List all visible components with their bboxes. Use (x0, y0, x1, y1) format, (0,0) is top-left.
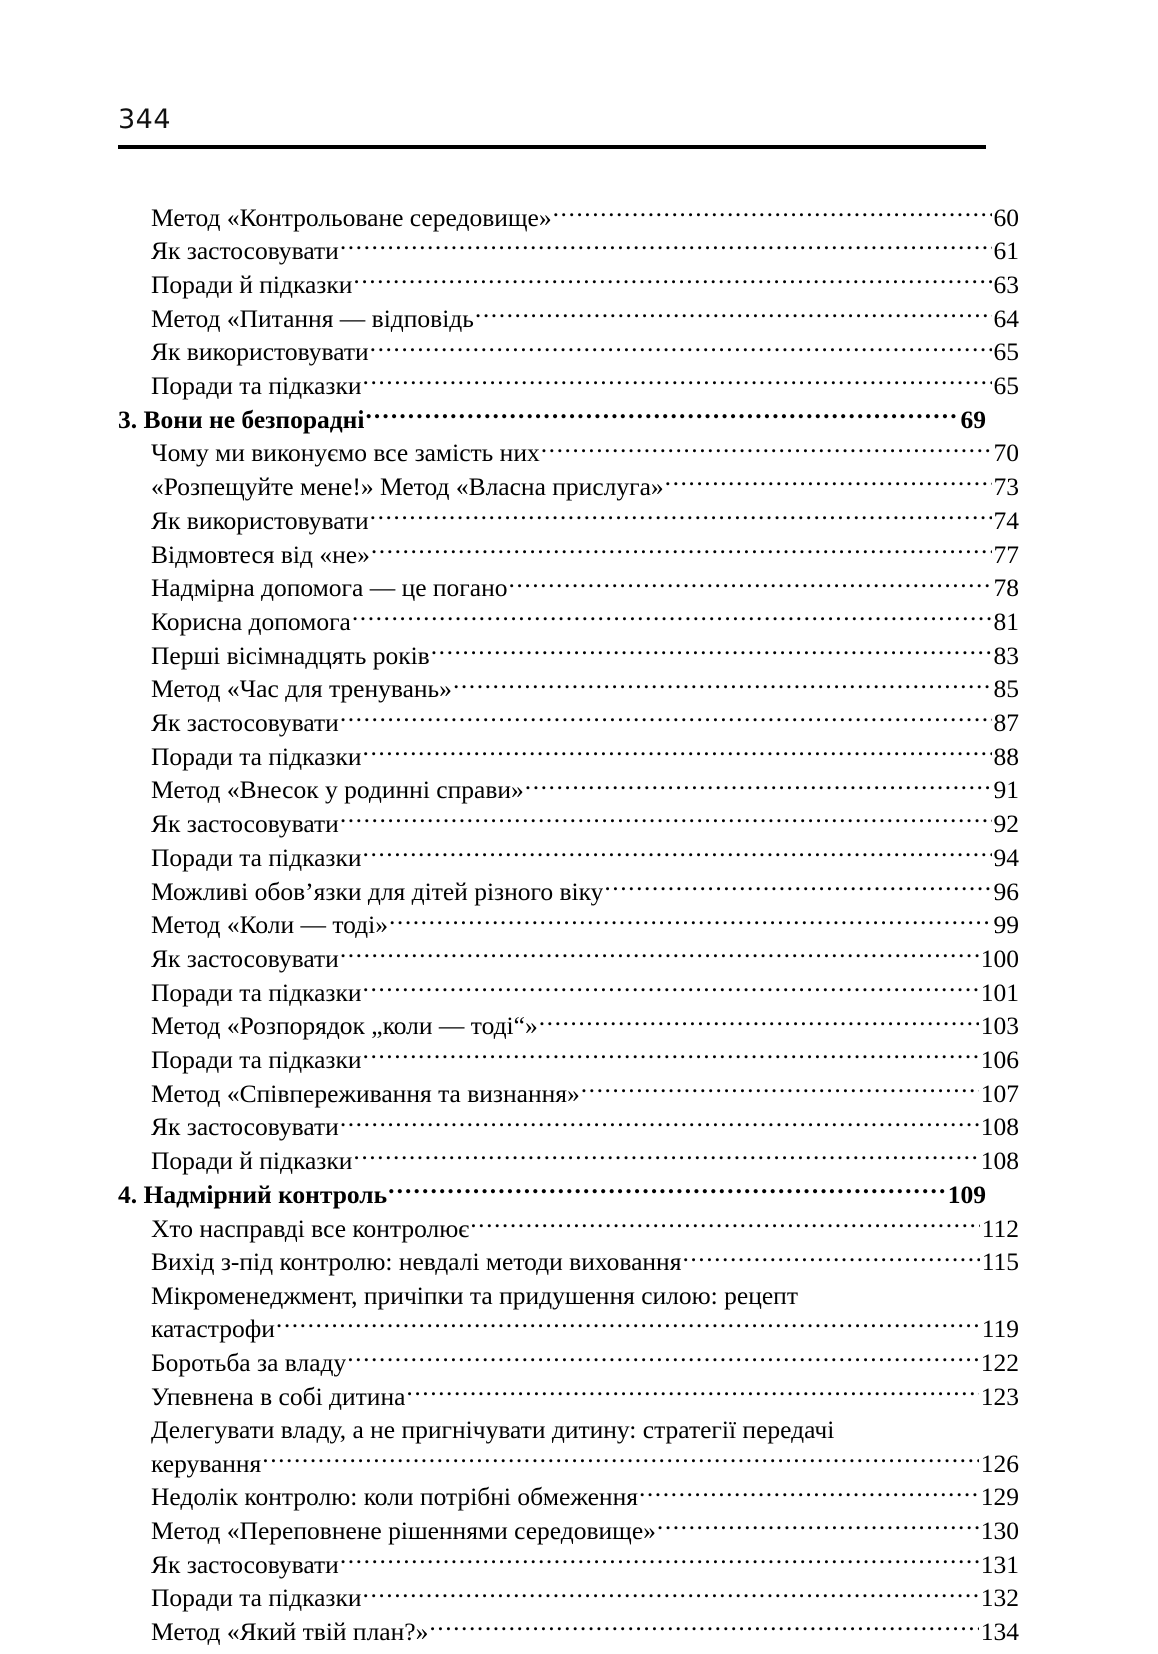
toc-entry-title: Поради та підказки (151, 1583, 362, 1613)
toc-entry[interactable] (118, 638, 1019, 672)
toc-leader-dots (508, 571, 991, 597)
toc-entry-title: Як застосовувати (151, 708, 339, 738)
toc-leader-dots (431, 638, 992, 664)
toc-entry[interactable] (118, 571, 1019, 605)
toc-leader-dots (363, 840, 992, 866)
page-header (118, 104, 986, 149)
header-rule (118, 145, 986, 149)
toc-entry-title: Як застосовувати (151, 236, 339, 266)
toc-entry-title: керування (151, 1448, 262, 1478)
toc-entry-title: Делегувати владу, а не пригнічувати дитину: стратегії передачі (151, 1414, 835, 1444)
toc-entry-title: Чому ми виконуємо все замість них (151, 438, 540, 468)
toc-entry[interactable] (118, 1177, 986, 1211)
toc-leader-dots (665, 470, 992, 496)
toc-entry-title: Надмірна допомога — це погано (151, 573, 508, 603)
toc-entry[interactable] (118, 267, 1019, 301)
toc-entry[interactable] (118, 672, 1019, 706)
toc-entry-page: 60 (993, 202, 1019, 232)
toc-entry[interactable] (118, 706, 1019, 740)
toc-entry-title: «Розпещуйте мене!» Метод «Власна прислуга» (151, 472, 664, 502)
toc-entry[interactable] (118, 1480, 1019, 1514)
toc-entry-page: 63 (993, 269, 1019, 299)
toc-entry-page: 91 (993, 775, 1019, 805)
toc-entry-page: 126 (980, 1448, 1019, 1478)
toc-entry-title: Відмовтеся від «не» (151, 539, 370, 569)
toc-entry-title: Поради та підказки (151, 977, 362, 1007)
toc-entry-title: Метод «Внесок у родинні справи» (151, 775, 524, 805)
toc-entry[interactable] (118, 1345, 1019, 1379)
toc-entry-title: Поради та підказки (151, 371, 362, 401)
toc-leader-dots (340, 1110, 979, 1136)
toc-leader-dots (370, 503, 992, 529)
toc-entry-page: 92 (993, 809, 1019, 839)
toc-leader-dots (371, 537, 992, 563)
toc-leader-dots (525, 773, 992, 799)
toc-entry-title: Як застосовувати (151, 1549, 339, 1579)
toc-entry-title: Хто насправді все контролює (151, 1213, 470, 1243)
toc-entry-page: 130 (980, 1515, 1019, 1545)
toc-entry-page: 81 (993, 606, 1019, 636)
toc-entry-page: 103 (980, 1011, 1019, 1041)
toc-leader-dots (475, 301, 992, 327)
toc-entry-title: катастрофи (151, 1314, 275, 1344)
toc-entry-page: 129 (980, 1482, 1019, 1512)
toc-entry-title: Перші вісімнадцять років (151, 640, 430, 670)
toc-leader-dots (340, 807, 992, 833)
toc-entry-title: 4. Надмірний контроль (118, 1179, 388, 1209)
toc-entry[interactable] (118, 807, 1019, 841)
toc-leader-dots (406, 1379, 978, 1405)
toc-entry[interactable] (118, 1211, 1019, 1245)
toc-entry-title: Поради та підказки (151, 1045, 362, 1075)
toc-entry[interactable] (118, 1245, 1019, 1279)
toc-entry[interactable] (118, 335, 1019, 369)
toc-entry-title: Метод «Коли — тоді» (151, 910, 388, 940)
toc-entry[interactable] (118, 941, 1019, 975)
toc-entry-title: Метод «Розпорядок „коли — тоді“» (151, 1011, 538, 1041)
toc-entry[interactable] (118, 1547, 1019, 1581)
toc-leader-dots (363, 739, 992, 765)
toc-entry[interactable] (118, 604, 1019, 638)
toc-leader-dots (353, 1144, 978, 1170)
toc-entry-page: 78 (993, 573, 1019, 603)
toc-entry-page: 77 (993, 539, 1019, 569)
toc-list (118, 200, 1019, 1648)
toc-entry-title: Метод «Який твій план?» (151, 1617, 429, 1647)
toc-entry[interactable] (118, 402, 986, 436)
toc-entry-page: 74 (993, 505, 1019, 535)
toc-leader-dots (370, 335, 992, 361)
toc-leader-dots (340, 234, 992, 260)
toc-entry[interactable] (118, 1615, 1019, 1649)
toc-leader-dots (682, 1245, 979, 1271)
toc-leader-dots (365, 402, 958, 428)
toc-entry[interactable] (118, 1379, 1019, 1413)
toc-entry[interactable] (118, 840, 1019, 874)
toc-entry-title: Метод «Час для тренувань» (151, 674, 452, 704)
toc-entry[interactable] (118, 1312, 1019, 1346)
toc-entry-title: Метод «Контрольоване середовище» (151, 202, 552, 232)
toc-entry[interactable] (118, 537, 1019, 571)
toc-entry[interactable] (118, 200, 1019, 234)
toc-entry[interactable] (118, 234, 1019, 268)
toc-entry[interactable] (118, 908, 1019, 942)
toc-leader-dots (353, 267, 991, 293)
toc-entry-page: 83 (993, 640, 1019, 670)
toc-entry-title: Як застосовувати (151, 1112, 339, 1142)
toc-entry-title: Недолік контролю: коли потрібні обмеження (151, 1482, 638, 1512)
toc-entry-page: 119 (981, 1314, 1019, 1344)
toc-leader-dots (363, 1581, 979, 1607)
toc-entry-title: Метод «Переповнене рішеннями середовище» (151, 1515, 656, 1545)
toc-entry-title: Боротьба за владу (151, 1347, 347, 1377)
toc-entry[interactable] (118, 369, 1019, 403)
toc-entry[interactable] (118, 1279, 1019, 1312)
toc-leader-dots (363, 975, 979, 1001)
toc-entry-title: Метод «Питання — відповідь (151, 303, 474, 333)
toc-entry-page: 115 (981, 1247, 1019, 1277)
toc-entry-title: Поради та підказки (151, 842, 362, 872)
toc-leader-dots (352, 604, 992, 630)
toc-entry[interactable] (118, 739, 1019, 773)
toc-entry[interactable] (118, 301, 1019, 335)
toc-entry[interactable] (118, 1144, 1019, 1178)
toc-leader-dots (340, 941, 979, 967)
toc-entry-title: Мікроменеджмент, причіпки та придушення силою: рецепт (151, 1280, 798, 1310)
toc-leader-dots (604, 874, 991, 900)
toc-entry-title: Як застосовувати (151, 943, 339, 973)
toc-entry[interactable] (118, 1076, 1019, 1110)
toc-entry[interactable] (118, 1043, 1019, 1077)
toc-entry[interactable] (118, 975, 1019, 1009)
toc-entry-title: Поради та підказки (151, 741, 362, 771)
toc-leader-dots (347, 1345, 979, 1371)
toc-leader-dots (363, 1043, 979, 1069)
toc-entry-page: 108 (980, 1146, 1019, 1176)
toc-leader-dots (470, 1211, 979, 1237)
toc-entry-title: 3. Вони не безпорадні (118, 404, 365, 434)
toc-entry-page: 112 (981, 1213, 1019, 1243)
toc-leader-dots (553, 200, 992, 226)
toc-entry[interactable] (118, 1446, 1019, 1480)
toc-entry[interactable] (118, 1513, 1019, 1547)
toc-entry-page: 99 (993, 910, 1019, 940)
toc-entry-page: 108 (980, 1112, 1019, 1142)
toc-entry-page: 123 (980, 1381, 1019, 1411)
toc-entry[interactable] (118, 436, 1019, 470)
toc-entry-title: Вихід з-під контролю: невдалі методи виховання (151, 1247, 682, 1277)
toc-leader-dots (262, 1446, 978, 1472)
toc-entry-title: Поради й підказки (151, 1146, 353, 1176)
toc-leader-dots (639, 1480, 979, 1506)
toc-entry[interactable] (118, 470, 1019, 504)
toc-entry-page: 109 (947, 1179, 986, 1209)
toc-leader-dots (276, 1312, 980, 1338)
toc-entry-page: 94 (993, 842, 1019, 872)
toc-entry-title: Можливі обов’язки для дітей різного віку (151, 876, 604, 906)
toc-entry[interactable] (118, 1413, 1019, 1446)
toc-entry-page: 73 (993, 472, 1019, 502)
toc-entry[interactable] (118, 503, 1019, 537)
toc-entry[interactable] (118, 1110, 1019, 1144)
toc-leader-dots (539, 1009, 979, 1035)
toc-leader-dots (453, 672, 992, 698)
toc-entry-page: 96 (993, 876, 1019, 906)
toc-leader-dots (389, 908, 992, 934)
toc-entry-page: 132 (980, 1583, 1019, 1613)
toc-entry-page: 65 (993, 337, 1019, 367)
toc-entry-page: 69 (960, 404, 986, 434)
toc-leader-dots (363, 369, 992, 395)
toc-entry-title: Поради й підказки (151, 269, 353, 299)
toc-entry-page: 85 (993, 674, 1019, 704)
toc-entry[interactable] (118, 1581, 1019, 1615)
folio-number: 344 (118, 104, 172, 135)
toc-entry-title: Як застосовувати (151, 809, 339, 839)
toc-entry-page: 101 (980, 977, 1019, 1007)
toc-entry-page: 65 (993, 371, 1019, 401)
toc-entry[interactable] (118, 773, 1019, 807)
toc-entry-page: 131 (980, 1549, 1019, 1579)
toc-leader-dots (388, 1177, 946, 1203)
toc-leader-dots (657, 1513, 979, 1539)
toc-entry-title: Метод «Співпереживання та визнання» (151, 1078, 580, 1108)
toc-entry-title: Як використовувати (151, 505, 369, 535)
toc-leader-dots (340, 706, 992, 732)
toc-entry[interactable] (118, 874, 1019, 908)
toc-entry-title: Упевнена в собі дитина (151, 1381, 406, 1411)
toc-entry-page: 100 (980, 943, 1019, 973)
toc-leader-dots (581, 1076, 979, 1102)
toc-entry-page: 134 (980, 1617, 1019, 1647)
toc-leader-dots (340, 1547, 979, 1573)
toc-entry-title: Корисна допомога (151, 606, 351, 636)
toc-leader-dots (429, 1615, 978, 1641)
toc-entry-page: 87 (993, 708, 1019, 738)
toc-entry-page: 106 (980, 1045, 1019, 1075)
toc-entry-page: 70 (993, 438, 1019, 468)
toc-entry-page: 88 (993, 741, 1019, 771)
toc-entry-page: 122 (980, 1347, 1019, 1377)
toc-entry-page: 61 (993, 236, 1019, 266)
toc-entry-title: Як використовувати (151, 337, 369, 367)
toc-leader-dots (541, 436, 992, 462)
toc-entry-page: 107 (980, 1078, 1019, 1108)
toc-entry-page: 64 (993, 303, 1019, 333)
toc-entry[interactable] (118, 1009, 1019, 1043)
